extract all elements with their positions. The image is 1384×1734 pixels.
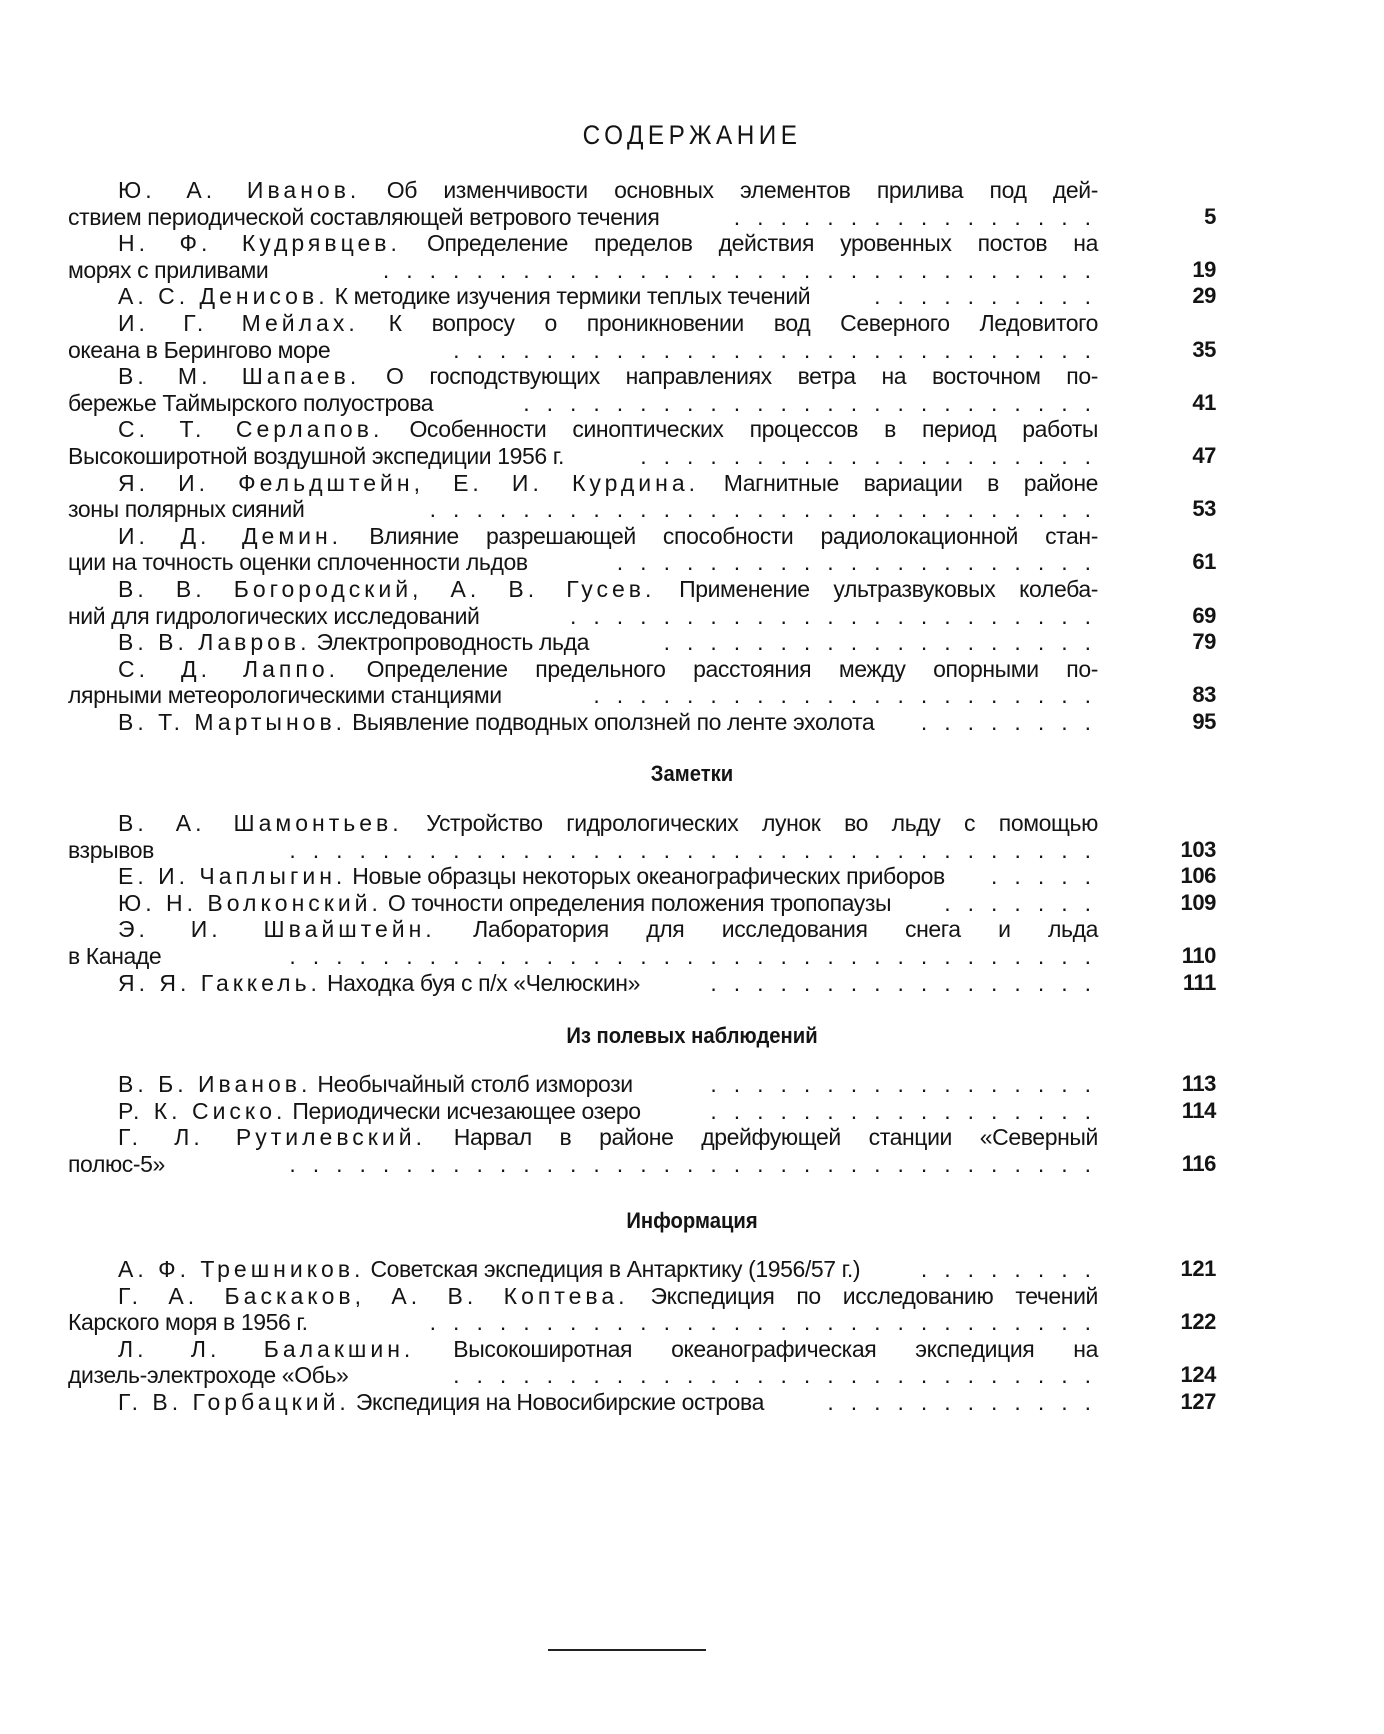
entry-title-line: ции на точность оценки сплоченности льдов — [68, 549, 528, 576]
dot-leader: .................... — [640, 442, 1108, 469]
toc-entry[interactable] — [68, 863, 1216, 890]
toc-entry[interactable] — [68, 810, 1216, 863]
entry-title-line: К методике изучения термики теплых течений — [334, 283, 811, 310]
entry-author: Н. Ф. Кудрявцев. — [118, 230, 401, 257]
entry-author: С. Д. Лаппо. — [118, 655, 340, 682]
entry-title-line: дизель-электроходе «Обь» — [68, 1362, 349, 1389]
entry-author: В. А. Шамонтьев. — [118, 810, 403, 836]
toc-entry[interactable] — [68, 1256, 1216, 1283]
entry-author: С. Т. Серлапов. — [118, 416, 384, 443]
toc-entry[interactable] — [68, 916, 1216, 969]
entry-author: Я. Я. Гаккель. — [118, 969, 321, 996]
page-number: 121 — [1180, 1256, 1216, 1281]
entry-author: Ю. А. Иванов. — [118, 177, 361, 203]
toc-entry[interactable] — [68, 656, 1216, 709]
page-number: 106 — [1180, 863, 1216, 889]
entry-title-line: О господствующих направлениях ветра на восточном по- — [386, 363, 1098, 390]
entry-title-line: Необычайный столб изморози — [317, 1071, 633, 1097]
page-number: 19 — [1192, 256, 1216, 282]
page-title: СОДЕРЖАНИЕ — [582, 120, 802, 150]
dot-leader: ................................... — [289, 1150, 1108, 1177]
dot-leader: ................. — [710, 1097, 1108, 1124]
dot-leader: ................... — [663, 629, 1108, 656]
page-number: 113 — [1181, 1071, 1216, 1096]
entry-title-line: Об изменчивости основных элементов прилива под дей- — [386, 177, 1098, 203]
dot-leader: ................. — [710, 1071, 1108, 1097]
toc-entry[interactable] — [68, 1098, 1216, 1125]
page-number: 35 — [1192, 336, 1216, 362]
entry-author: В. В. Лавров. — [118, 629, 311, 656]
entry-title-line: Высокоширотная океанографическая экспедиция на — [453, 1335, 1098, 1362]
dot-leader: ............ — [827, 1388, 1108, 1415]
dot-leader: ................................... — [289, 942, 1108, 969]
entry-title-line: Экспедиция по исследованию течений — [650, 1282, 1098, 1309]
toc-entry[interactable] — [68, 230, 1216, 283]
dot-leader: ................................... — [289, 836, 1108, 863]
entry-title-line: Нарвал в районе дрейфующей станции «Северный — [453, 1124, 1098, 1151]
toc-section — [68, 810, 1216, 996]
entry-title-line: в Канаде — [68, 942, 162, 969]
entry-title-line: Влияние разрешающей способности радиолокационной стан- — [369, 522, 1098, 549]
dot-leader: ..................... — [616, 549, 1108, 576]
toc-entry[interactable] — [68, 177, 1216, 230]
dot-leader: ..... — [991, 863, 1108, 890]
section-heading: Информация — [626, 1208, 758, 1233]
toc-entry[interactable] — [68, 970, 1216, 997]
toc-entry[interactable] — [68, 310, 1216, 363]
section-heading: Заметки — [650, 761, 734, 786]
page-number: 79 — [1192, 629, 1216, 655]
page-number: 124 — [1180, 1362, 1216, 1388]
dot-leader: ................ — [733, 203, 1108, 230]
entry-title-line: Применение ультразвуковых колеба- — [679, 575, 1098, 602]
page-number: 127 — [1180, 1388, 1216, 1414]
dot-leader: ............................. — [429, 1309, 1108, 1336]
entry-title-line: зоны полярных сияний — [68, 496, 305, 523]
entry-title-line: морях с приливами — [68, 256, 269, 283]
entry-title-line: Советская экспедиция в Антарктику (1956/57 г.) — [370, 1256, 861, 1282]
toc-entry[interactable] — [68, 1124, 1216, 1177]
toc-entry[interactable] — [68, 1283, 1216, 1336]
page-number: 53 — [1192, 496, 1216, 522]
toc-entry[interactable] — [68, 363, 1216, 416]
toc-entry[interactable] — [68, 470, 1216, 523]
toc-entry[interactable] — [68, 523, 1216, 576]
page-number: 122 — [1180, 1309, 1216, 1335]
toc-entry[interactable] — [68, 1389, 1216, 1416]
page-number: 110 — [1181, 942, 1216, 968]
toc-entry[interactable] — [68, 890, 1216, 917]
dot-leader: .......... — [874, 283, 1108, 310]
page-number: 61 — [1192, 549, 1216, 575]
entry-author: В. Т. Мартынов. — [118, 708, 347, 735]
entry-author: Я. И. Фельдштейн, Е. И. Курдина. — [118, 469, 700, 496]
toc-entry[interactable] — [68, 283, 1216, 310]
entry-author: В. М. Шапаев. — [118, 363, 361, 390]
entry-title-line: Экспедиция на Новосибирские острова — [355, 1388, 764, 1415]
page-number: 114 — [1181, 1097, 1216, 1123]
entry-author: И. Д. Демин. — [118, 522, 343, 549]
page-number: 83 — [1192, 682, 1216, 708]
entry-title-line: Новые образцы некоторых океанографических приборов — [352, 863, 945, 890]
toc-entry[interactable] — [68, 1336, 1216, 1389]
toc-section — [68, 1071, 1216, 1177]
entry-title-line: Определение пределов действия уровенных постов на — [426, 230, 1098, 257]
entry-author: Э. И. Швайштейн. — [118, 916, 436, 943]
entry-title-line: Карского моря в 1956 г. — [68, 1309, 308, 1336]
toc-entry[interactable] — [68, 576, 1216, 629]
entry-author: Е. И. Чаплыгин. — [118, 863, 347, 890]
page-number: 41 — [1192, 389, 1216, 415]
page-number: 5 — [1204, 203, 1216, 229]
page-number: 47 — [1192, 442, 1216, 468]
entry-title-line: океана в Берингово море — [68, 336, 331, 363]
page-number: 95 — [1192, 708, 1216, 734]
entry-author: А. Ф. Трешников. — [118, 1256, 365, 1282]
page-number: 116 — [1181, 1150, 1216, 1176]
entry-title-line: Периодически исчезающее озеро — [292, 1097, 641, 1124]
closing-rule — [548, 1649, 706, 1651]
dot-leader: ................. — [710, 969, 1108, 996]
dot-leader: ...................... — [593, 682, 1108, 709]
entry-title-line: Магнитные вариации в районе — [723, 469, 1099, 496]
toc-section — [68, 1256, 1216, 1416]
dot-leader: ....... — [944, 889, 1108, 916]
dot-leader: ............................ — [453, 336, 1108, 363]
entry-title-line: Высокоширотной воздушной экспедиции 1956 г. — [68, 442, 564, 469]
entry-author: Г. Л. Рутилевский. — [118, 1124, 426, 1151]
dot-leader: ......................... — [523, 389, 1108, 416]
page-number: 103 — [1180, 836, 1216, 862]
dot-leader: ............................. — [429, 496, 1108, 523]
toc-entry[interactable] — [68, 1071, 1216, 1098]
entry-author: Г. А. Баскаков, А. В. Коптева. — [118, 1282, 629, 1309]
dot-leader: ........ — [920, 708, 1108, 735]
page-number: 69 — [1192, 602, 1216, 628]
page-number: 109 — [1180, 889, 1216, 915]
entry-title-line: ствием периодической составляющей ветрового течения — [68, 203, 660, 230]
entry-title-line: Особенности синоптических процессов в период работы — [409, 416, 1098, 443]
dot-leader: ............................... — [382, 256, 1108, 283]
entry-title-line: К вопросу о проникновении вод Северного Ледовитого — [388, 309, 1098, 336]
entry-title-line: взрывов — [68, 836, 154, 863]
entry-author: Ю. Н. Волконский. — [118, 889, 382, 916]
entry-title-line: Находка буя с п/х «Челюскин» — [326, 969, 640, 996]
entry-title-line: Устройство гидрологических лунок во льду с помощью — [426, 810, 1098, 836]
entry-title-line: Выявление подводных оползней по ленте эхолота — [352, 708, 875, 735]
entry-title-line: лярными метеорологическими станциями — [68, 682, 502, 709]
entry-author: В. Б. Иванов. — [118, 1071, 312, 1097]
dot-leader: ............................ — [453, 1362, 1108, 1389]
entry-title-line: Электропроводность льда — [316, 629, 589, 656]
entry-author: А. С. Денисов. — [118, 283, 329, 310]
entry-title-line: Лаборатория для исследования снега и льда — [473, 916, 1098, 943]
entry-author: Г. В. Горбацкий. — [118, 1388, 350, 1415]
entry-title-line: О точности определения положения тропопаузы — [387, 889, 892, 916]
dot-leader: ....................... — [570, 602, 1108, 629]
dot-leader: ........ — [920, 1256, 1108, 1282]
entry-author: Р. К. Сиско. — [118, 1097, 287, 1124]
toc-entry[interactable] — [68, 629, 1216, 656]
page-number: 29 — [1192, 283, 1216, 309]
entry-title-line: Определение предельного расстояния между опорными по- — [366, 655, 1098, 682]
page-number: 111 — [1182, 969, 1216, 995]
entry-title-line: полюс-5» — [68, 1150, 165, 1177]
toc-entry[interactable] — [68, 709, 1216, 736]
toc-section — [68, 177, 1216, 735]
entry-title-line: бережье Таймырского полуострова — [68, 389, 434, 416]
entry-author: И. Г. Мейлах. — [118, 309, 359, 336]
toc-entry[interactable] — [68, 416, 1216, 469]
entry-author: Л. Л. Балакшин. — [118, 1335, 415, 1362]
section-heading: Из полевых наблюдений — [566, 1023, 818, 1048]
entry-author: В. В. Богородский, А. В. Гусев. — [118, 575, 656, 602]
entry-title-line: ний для гидрологических исследований — [68, 602, 480, 629]
